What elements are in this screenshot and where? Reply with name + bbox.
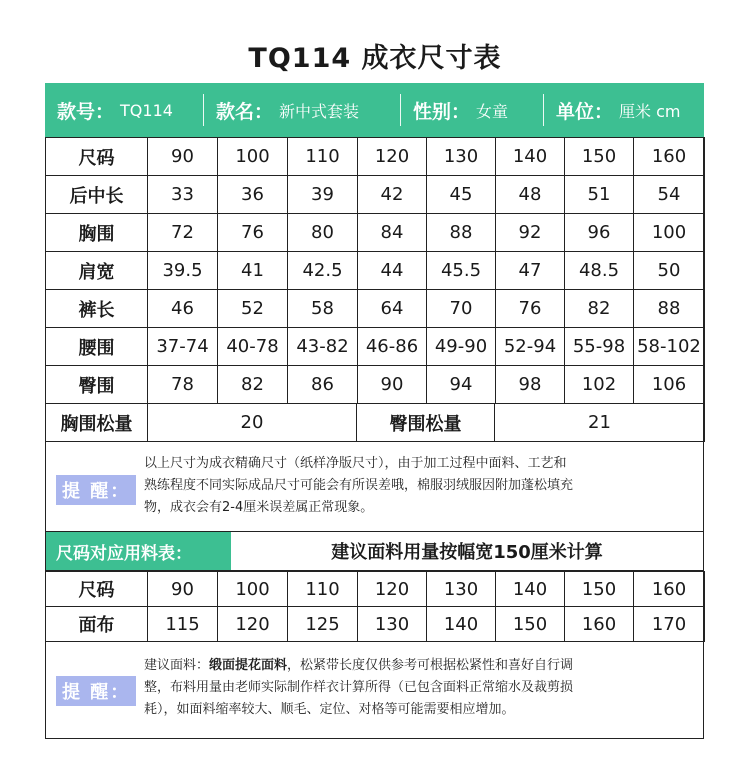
table-cell: 50 xyxy=(634,252,705,290)
table-cell: 88 xyxy=(634,290,705,328)
unit-value: 厘米 cm xyxy=(619,101,681,121)
table-cell: 92 xyxy=(496,214,565,252)
size-header-cell: 110 xyxy=(288,138,358,176)
fabric-section-bar xyxy=(45,531,704,571)
row-label: 臀围 xyxy=(46,366,148,404)
table-cell: 45 xyxy=(427,176,496,214)
table-cell: 90 xyxy=(358,366,427,404)
table-cell: 94 xyxy=(427,366,496,404)
table-cell: 82 xyxy=(565,290,634,328)
size-header-cell: 90 xyxy=(148,138,218,176)
table-cell: 37-74 xyxy=(148,328,218,366)
table-cell: 150 xyxy=(496,607,565,642)
gender-cell xyxy=(401,83,543,137)
size-table xyxy=(45,137,705,404)
row-label: 面布 xyxy=(46,607,148,642)
table-cell: 58 xyxy=(288,290,358,328)
size-header-row xyxy=(46,138,705,176)
header-divider xyxy=(203,94,204,126)
unit-label: 单位： xyxy=(556,100,614,123)
table-cell: 160 xyxy=(565,607,634,642)
notice-line: 耗），如面料缩率较大、顺毛、定位、对格等可能需要相应增加。 xyxy=(144,702,515,717)
fabric-header-row xyxy=(46,572,705,607)
table-cell: 82 xyxy=(218,366,288,404)
style-no-cell xyxy=(45,83,203,137)
table-cell: 115 xyxy=(148,607,218,642)
table-cell: 51 xyxy=(565,176,634,214)
table-row xyxy=(46,252,705,290)
table-cell: 41 xyxy=(218,252,288,290)
table-cell: 47 xyxy=(496,252,565,290)
notice-badge: 提 醒： xyxy=(56,475,136,505)
table-cell: 58-102 xyxy=(634,328,705,366)
style-name-cell xyxy=(204,83,400,137)
gender-value: 女童 xyxy=(476,101,509,121)
recommended-fabric: 缎面提花面料 xyxy=(209,658,288,673)
table-cell: 55-98 xyxy=(565,328,634,366)
size-header-cell: 110 xyxy=(288,572,358,607)
table-cell: 140 xyxy=(427,607,496,642)
table-cell: 43-82 xyxy=(288,328,358,366)
table-cell: 54 xyxy=(634,176,705,214)
fabric-width-note: 建议面料用量按幅宽150厘米计算 xyxy=(331,542,603,563)
table-cell: 76 xyxy=(218,214,288,252)
table-cell: 106 xyxy=(634,366,705,404)
size-header-cell: 140 xyxy=(496,572,565,607)
table-row xyxy=(46,328,705,366)
table-cell: 70 xyxy=(427,290,496,328)
ease-row xyxy=(46,404,705,442)
size-header-cell: 140 xyxy=(496,138,565,176)
table-cell: 80 xyxy=(288,214,358,252)
table-cell: 130 xyxy=(358,607,427,642)
header-divider xyxy=(400,94,401,126)
table-cell: 84 xyxy=(358,214,427,252)
row-label: 胸围 xyxy=(46,214,148,252)
style-name-value: 新中式套装 xyxy=(279,101,360,121)
table-cell: 64 xyxy=(358,290,427,328)
table-cell: 39.5 xyxy=(148,252,218,290)
table-cell: 86 xyxy=(288,366,358,404)
table-cell: 52 xyxy=(218,290,288,328)
notice-badge: 提 醒： xyxy=(56,676,136,706)
table-row xyxy=(46,290,705,328)
size-header-cell: 100 xyxy=(218,138,288,176)
size-header-cell: 120 xyxy=(358,138,427,176)
size-header-cell: 130 xyxy=(427,138,496,176)
notice-line xyxy=(144,655,699,677)
table-cell: 48.5 xyxy=(565,252,634,290)
size-header-cell: 150 xyxy=(565,572,634,607)
size-header-label: 尺码 xyxy=(46,138,148,176)
table-cell: 100 xyxy=(634,214,705,252)
chest-ease-value: 20 xyxy=(148,404,357,442)
ease-table xyxy=(45,403,705,442)
size-header-cell: 130 xyxy=(427,572,496,607)
row-label: 裤长 xyxy=(46,290,148,328)
table-cell: 40-78 xyxy=(218,328,288,366)
fabric-table xyxy=(45,571,705,642)
size-header-cell: 100 xyxy=(218,572,288,607)
fabric-notice xyxy=(45,641,704,739)
gender-label: 性别： xyxy=(413,100,471,123)
table-cell: 49-90 xyxy=(427,328,496,366)
table-cell: 48 xyxy=(496,176,565,214)
unit-cell xyxy=(544,83,702,137)
notice-text xyxy=(144,453,699,519)
notice-line: 物，成衣会有2-4厘米误差属正常现象。 xyxy=(144,500,374,515)
size-header-cell: 150 xyxy=(565,138,634,176)
size-header-label: 尺码 xyxy=(46,572,148,607)
table-cell: 102 xyxy=(565,366,634,404)
hip-ease-label: 臀围松量 xyxy=(357,404,495,442)
style-name-label: 款名： xyxy=(216,100,274,123)
table-cell: 125 xyxy=(288,607,358,642)
table-cell: 45.5 xyxy=(427,252,496,290)
size-header-cell: 120 xyxy=(358,572,427,607)
table-row xyxy=(46,366,705,404)
table-cell: 96 xyxy=(565,214,634,252)
header-bar xyxy=(45,83,704,137)
notice-line: 以上尺寸为成衣精确尺寸（纸样净版尺寸），由于加工过程中面料、工艺和 xyxy=(144,456,567,471)
size-header-cell: 90 xyxy=(148,572,218,607)
hip-ease-value: 21 xyxy=(495,404,705,442)
style-no-value: TQ114 xyxy=(120,100,173,120)
table-cell: 52-94 xyxy=(496,328,565,366)
table-cell: 42.5 xyxy=(288,252,358,290)
table-cell: 33 xyxy=(148,176,218,214)
table-cell: 88 xyxy=(427,214,496,252)
fabric-table-body xyxy=(46,572,705,642)
size-table-body xyxy=(46,138,705,404)
table-cell: 120 xyxy=(218,607,288,642)
chest-ease-label: 胸围松量 xyxy=(46,404,148,442)
page-title: TQ114 成衣尺寸表 xyxy=(248,43,502,74)
table-cell: 78 xyxy=(148,366,218,404)
fabric-notice-text xyxy=(144,655,699,721)
fabric-prefix: 建议面料： xyxy=(144,658,210,673)
table-cell: 46-86 xyxy=(358,328,427,366)
row-label: 后中长 xyxy=(46,176,148,214)
table-cell: 72 xyxy=(148,214,218,252)
style-no-label: 款号： xyxy=(57,100,115,123)
table-cell: 76 xyxy=(496,290,565,328)
size-header-cell: 160 xyxy=(634,572,705,607)
table-cell: 98 xyxy=(496,366,565,404)
size-header-cell: 160 xyxy=(634,138,705,176)
table-cell: 36 xyxy=(218,176,288,214)
table-cell: 39 xyxy=(288,176,358,214)
fabric-row xyxy=(46,607,705,642)
table-cell: 46 xyxy=(148,290,218,328)
notice-line: 整，布料用量由老师实际制作样衣计算所得（已包含面料正常缩水及裁剪损 xyxy=(144,680,574,695)
row-label: 腰围 xyxy=(46,328,148,366)
fabric-section-title: 尺码对应用料表： xyxy=(46,532,231,570)
table-cell: 44 xyxy=(358,252,427,290)
row-label: 肩宽 xyxy=(46,252,148,290)
notice-line-rest: ，松紧带长度仅供参考可根据松紧性和喜好自行调 xyxy=(287,658,574,673)
measurement-notice xyxy=(45,441,704,531)
table-row xyxy=(46,176,705,214)
table-row xyxy=(46,214,705,252)
table-cell: 170 xyxy=(634,607,705,642)
table-cell: 42 xyxy=(358,176,427,214)
header-divider xyxy=(543,94,544,126)
notice-line: 熟练程度不同实际成品尺寸可能会有所误差哦，棉服羽绒服因附加蓬松填充 xyxy=(144,478,574,493)
